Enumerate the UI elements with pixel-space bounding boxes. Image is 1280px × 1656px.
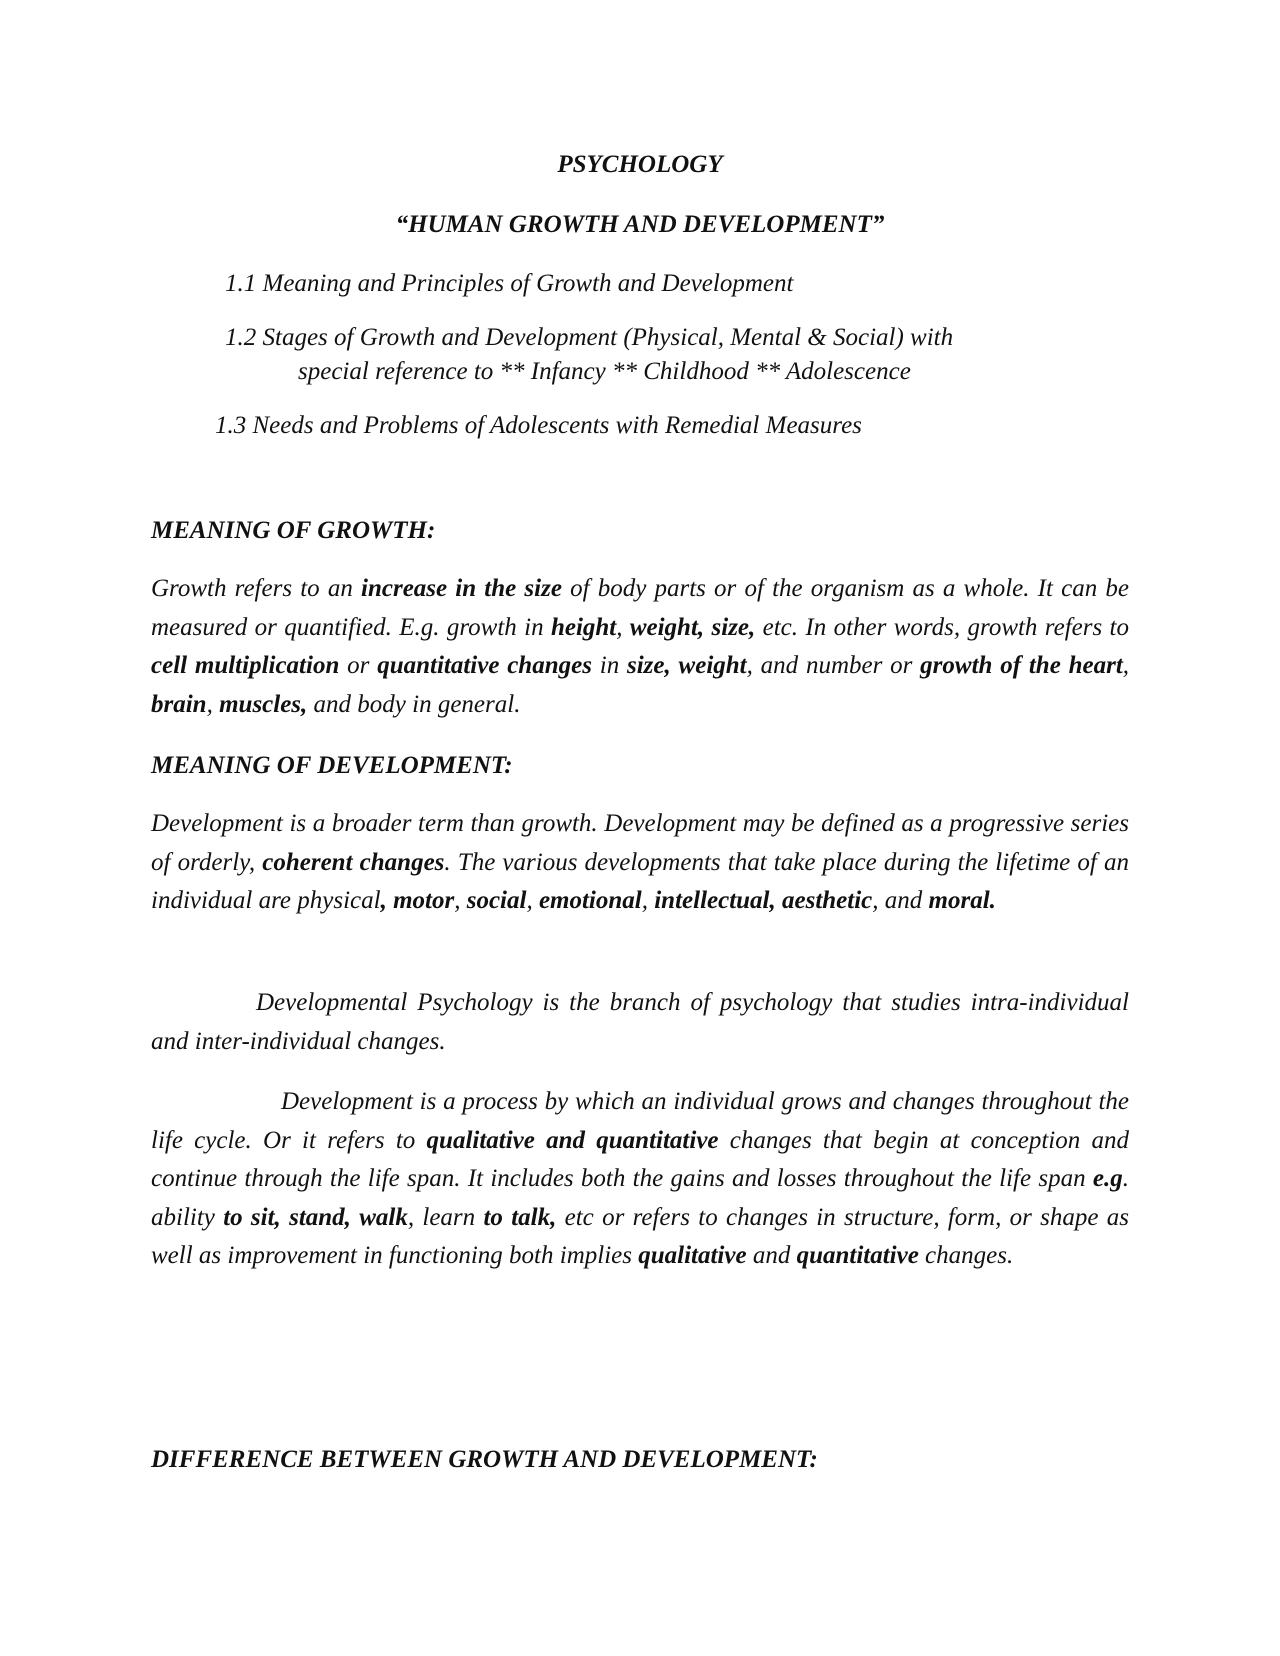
emphasis-run: quantitative changes bbox=[377, 652, 592, 679]
emphasis-run: emotional bbox=[538, 887, 642, 914]
emphasis-run: to sit, stand, walk bbox=[223, 1203, 408, 1231]
text-run: , bbox=[616, 613, 630, 641]
text-run: . ability bbox=[151, 1165, 1129, 1231]
text-run: Growth refers to an bbox=[151, 575, 362, 602]
development-paragraph-1 bbox=[151, 805, 1129, 921]
emphasis-run: moral. bbox=[928, 887, 996, 914]
emphasis-run: qualitative bbox=[638, 1242, 747, 1269]
text-run: , bbox=[641, 887, 655, 914]
text-run: or bbox=[339, 652, 378, 679]
emphasis-run: size, weight bbox=[627, 652, 747, 679]
text-run: , and bbox=[872, 887, 929, 914]
emphasis-run: e.g bbox=[1092, 1165, 1123, 1192]
emphasis-run: height bbox=[550, 613, 617, 641]
difference-heading: DIFFERENCE BETWEEN GROWTH AND DEVELOPMENT: bbox=[151, 1446, 818, 1473]
emphasis-run: growth of the heart bbox=[920, 652, 1123, 679]
text-run: Development is a broader term than growth. Development may be defined as a progressive series of orderly, bbox=[151, 810, 1129, 876]
text-run: , learn bbox=[407, 1203, 484, 1231]
emphasis-run: muscles, bbox=[219, 690, 308, 718]
emphasis-run: , motor bbox=[380, 887, 455, 914]
text-run: Development is a process by which an individual grows and changes throughout the life cycle. Or it refers to bbox=[151, 1088, 1129, 1154]
emphasis-run: size, bbox=[711, 613, 756, 641]
text-run: in bbox=[591, 652, 627, 679]
text-run: changes. bbox=[918, 1242, 1014, 1269]
toc-item-3: 1.3 Needs and Problems of Adolescents with Remedial Measures bbox=[215, 412, 862, 439]
growth-paragraph bbox=[151, 570, 1129, 724]
toc-item-2-line-1: 1.2 Stages of Growth and Development (Physical, Mental & Social) with bbox=[225, 324, 954, 351]
emphasis-run: to talk, bbox=[483, 1203, 557, 1231]
emphasis-run: coherent changes bbox=[262, 848, 445, 876]
emphasis-run: quantitative bbox=[796, 1242, 919, 1269]
document-title: PSYCHOLOGY bbox=[557, 151, 723, 178]
text-run: and bbox=[746, 1242, 797, 1269]
emphasis-run: intellectual, aesthetic bbox=[654, 887, 873, 914]
development-paragraph-2: Developmental Psychology is the branch of psychology that studies intra-individual and inter-individual changes. bbox=[151, 989, 1129, 1055]
text-run: , bbox=[206, 690, 220, 718]
text-run: , bbox=[1122, 652, 1130, 679]
emphasis-run: brain bbox=[151, 690, 207, 718]
text-run: changes that begin at conception and continue through the life span. It includes both the gains and losses throughout the life span bbox=[151, 1126, 1129, 1192]
text-run: , bbox=[454, 887, 467, 914]
toc-item-2-line-2: special reference to ** Infancy ** Childhood ** Adolescence bbox=[298, 358, 911, 385]
text-run: of body parts or of the organism as a whole. It can be measured or quantified. E.g. growth in bbox=[151, 575, 1129, 641]
text-run: , and number or bbox=[746, 652, 921, 679]
development-paragraph-3 bbox=[151, 1083, 1129, 1276]
emphasis-run: cell multiplication bbox=[151, 652, 340, 679]
text-run: etc. In other words, growth refers to bbox=[755, 613, 1129, 641]
emphasis-run: qualitative and quantitative bbox=[426, 1126, 719, 1154]
text-run: etc or refers to changes in structure, form, or shape as well as improvement in functioning both implies bbox=[151, 1203, 1130, 1269]
emphasis-run: social bbox=[466, 887, 527, 914]
emphasis-run: weight, bbox=[629, 613, 705, 641]
text-run: . The various developments that take place during the lifetime of an individual are physical bbox=[151, 848, 1129, 914]
text-run: , bbox=[526, 887, 539, 914]
emphasis-run: increase in the size bbox=[361, 575, 562, 602]
growth-heading: MEANING OF GROWTH: bbox=[151, 517, 436, 544]
development-heading: MEANING OF DEVELOPMENT: bbox=[151, 752, 513, 779]
document-subtitle: “HUMAN GROWTH AND DEVELOPMENT” bbox=[395, 211, 885, 238]
toc-item-1: 1.1 Meaning and Principles of Growth and Development bbox=[225, 270, 794, 297]
text-run: and body in general. bbox=[307, 690, 521, 718]
text-run bbox=[704, 614, 711, 641]
